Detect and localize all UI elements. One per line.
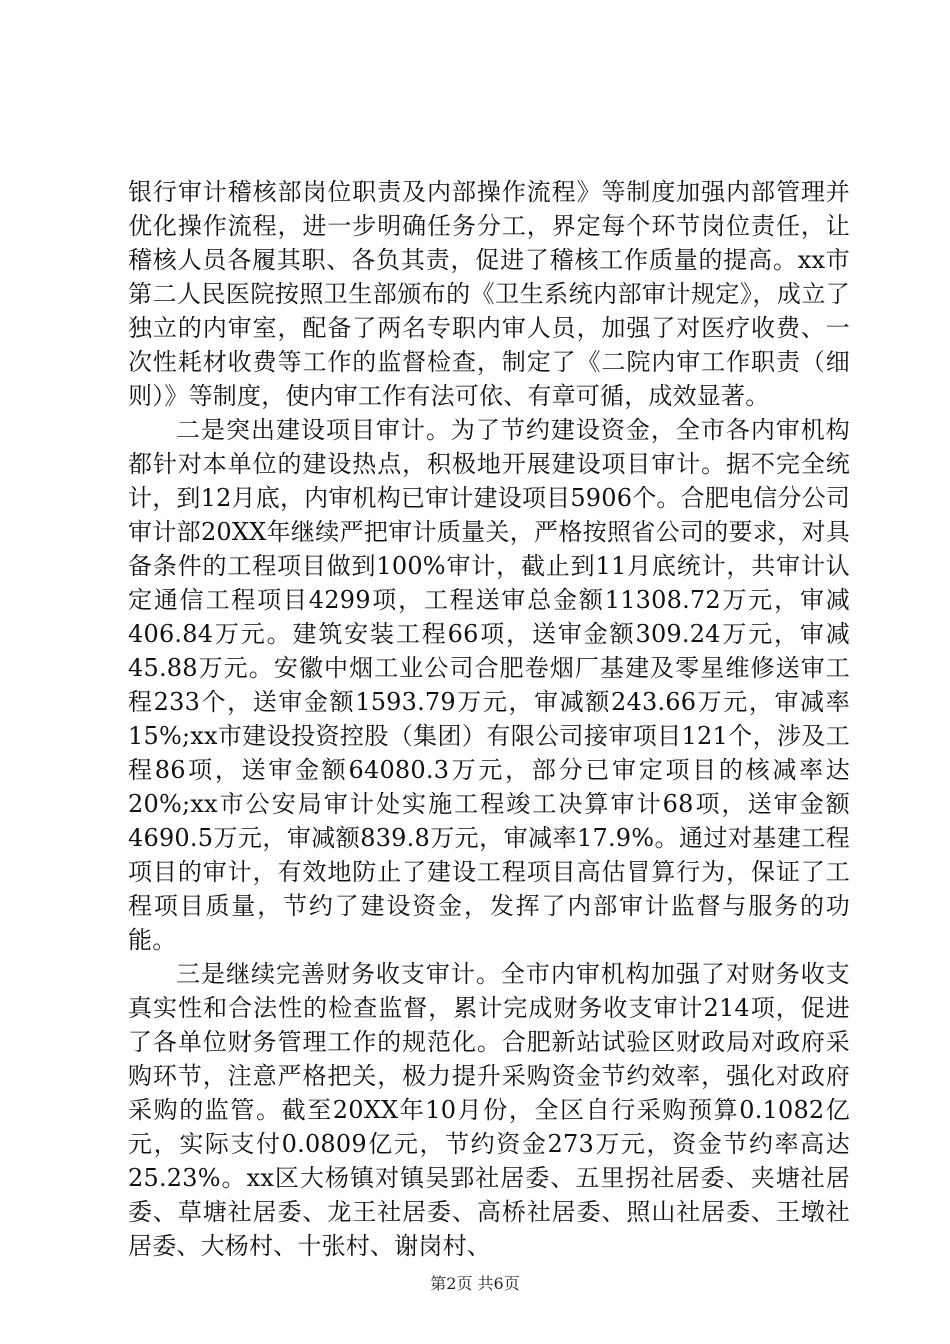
paragraph-1: 银行审计稽核部岗位职责及内部操作流程》等制度加强内部管理并优化操作流程，进一步明确任务分工，界定每个环节岗位责任，让稽核人员各履其职、各负其责，促进了稽核工作质量的提高。xx市第二人民医院按照卫生部颁布的《卫生系统内部审计规定》，成立了独立的内审室，配备了两名专职内审人员，加强了对医疗收费、一次性耗材收费等工作的监督检查，制定了《二院内审工作职责（细则）》等制度，使内审工作有法可依、有章可循，成效显著。: [128, 178, 850, 410]
paragraph-2: 二是突出建设项目审计。为了节约建设资金，全市各内审机构都针对本单位的建设热点，积极地开展建设项目审计。据不完全统计，到12月底，内审机构已审计建设项目5906个。合肥电信分公司审计部20XX年继续严把审计质量关，严格按照省公司的要求，对具备条件的工程项目做到100%审计，截止到11月底统计，共审计认定通信工程项目4299项，工程送审总金额11308.72万元，审减406.84万元。建筑安装工程66项，送审金额309.24万元，审减45.88万元。安徽中烟工业公司合肥卷烟厂基建及零星维修送审工程233个，送审金额1593.79万元，审减额243.66万元，审减率15%;xx市建设投资控股（集团）有限公司接审项目121个，涉及工程86项，送审金额64080.3万元，部分已审定项目的核减率达20%;xx市公安局审计处实施工程竣工决算审计68项，送审金额4690.5万元，审减额839.8万元，审减率17.9%。通过对基建工程项目的审计，有效地防止了建设工程项目高估冒算行为，保证了工程项目质量，节约了建设资金，发挥了内部审计监督与服务的功能。: [128, 416, 851, 954]
document-body: [128, 175, 850, 1263]
page-number-footer: 第2页 共6页: [430, 1274, 520, 1293]
paragraph-3: 三是继续完善财务收支审计。全市内审机构加强了对财务收支真实性和合法性的检查监督，累计完成财务收支审计214项，促进了各单位财务管理工作的规范化。合肥新站试验区财政局对政府采购环节，注意严格把关，极力提升采购资金节约效率，强化对政府采购的监管。截至20XX年10月份，全区自行采购预算0.1082亿元，实际支付0.0809亿元，节约资金273万元，资金节约率高达25.23%。xx区大杨镇对镇吴郢社居委、五里拐社居委、夹塘社居委、草塘社居委、龙王社居委、高桥社居委、照山社居委、王墩社居委、大杨村、十张村、谢岗村、: [128, 960, 850, 1260]
